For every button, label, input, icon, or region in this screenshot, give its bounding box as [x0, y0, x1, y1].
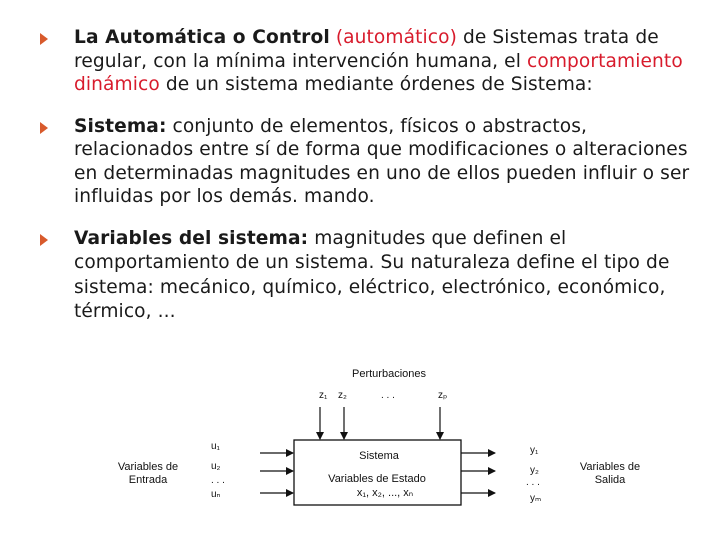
bullet-text: de Sistemas trata de regular, con la mínima intervención humana, el	[74, 27, 659, 72]
system-title: Sistema	[359, 450, 399, 462]
bullet-list	[40, 26, 700, 325]
bullet-item-sistema	[40, 115, 700, 209]
bullet-lead: Sistema:	[74, 115, 167, 137]
output-y2: y₂	[530, 465, 539, 476]
bullet-highlight: comportamiento dinámico	[74, 50, 683, 95]
bullet-item-automatica	[40, 26, 700, 97]
bullet-lead: La Automática o Control	[74, 27, 330, 48]
bullet-text: magnitudes que definen el comportamiento de un sistema. Su naturaleza define el tipo de sistema: mecánico, químico, eléctrico, electrónico, económico, térmico, ...	[74, 227, 670, 322]
bullet-lead: Variables del sistema:	[74, 227, 309, 249]
input-u2: u₂	[211, 461, 221, 472]
input-variables-label-line2: Entrada	[128, 474, 168, 486]
perturbation-z1: z₁	[319, 390, 328, 401]
bullet-item-variables	[40, 227, 700, 325]
bullet-text-end: de un sistema mediante órdenes de Sistema:	[159, 74, 593, 95]
bullet-arrow-icon	[40, 122, 48, 134]
output-variables-label-line1: Variables de	[579, 461, 641, 473]
bullet-parenthetical: (automático)	[335, 27, 457, 48]
system-state-variables-label: Variables de Estado	[328, 473, 426, 485]
system-state-vector: x₁, x₂, ..., xₙ	[356, 487, 414, 499]
input-dots: . . .	[211, 475, 225, 486]
output-variables-label-line2: Salida	[594, 474, 626, 486]
perturbation-dots: . . .	[381, 390, 395, 401]
system-block-diagram	[107, 357, 682, 530]
output-dots: . . .	[526, 477, 540, 488]
perturbation-z2: z₂	[338, 390, 347, 401]
output-y1: y₁	[530, 445, 539, 456]
bullet-arrow-icon	[40, 33, 48, 45]
perturbations-label: Perturbaciones	[352, 368, 426, 380]
input-un: uₙ	[211, 489, 221, 500]
output-ym: yₘ	[530, 493, 542, 504]
bullet-arrow-icon	[40, 234, 48, 246]
perturbation-zp: zₚ	[438, 390, 448, 401]
input-u1: u₁	[211, 441, 220, 452]
input-variables-label-line1: Variables de	[117, 461, 179, 473]
bullet-text: conjunto de elementos, físicos o abstractos, relacionados entre sí de forma que modificaciones o alteraciones en determinadas magnitudes en uno de ellos pueden influir o ser influidas por los demás. mando.	[74, 115, 690, 207]
